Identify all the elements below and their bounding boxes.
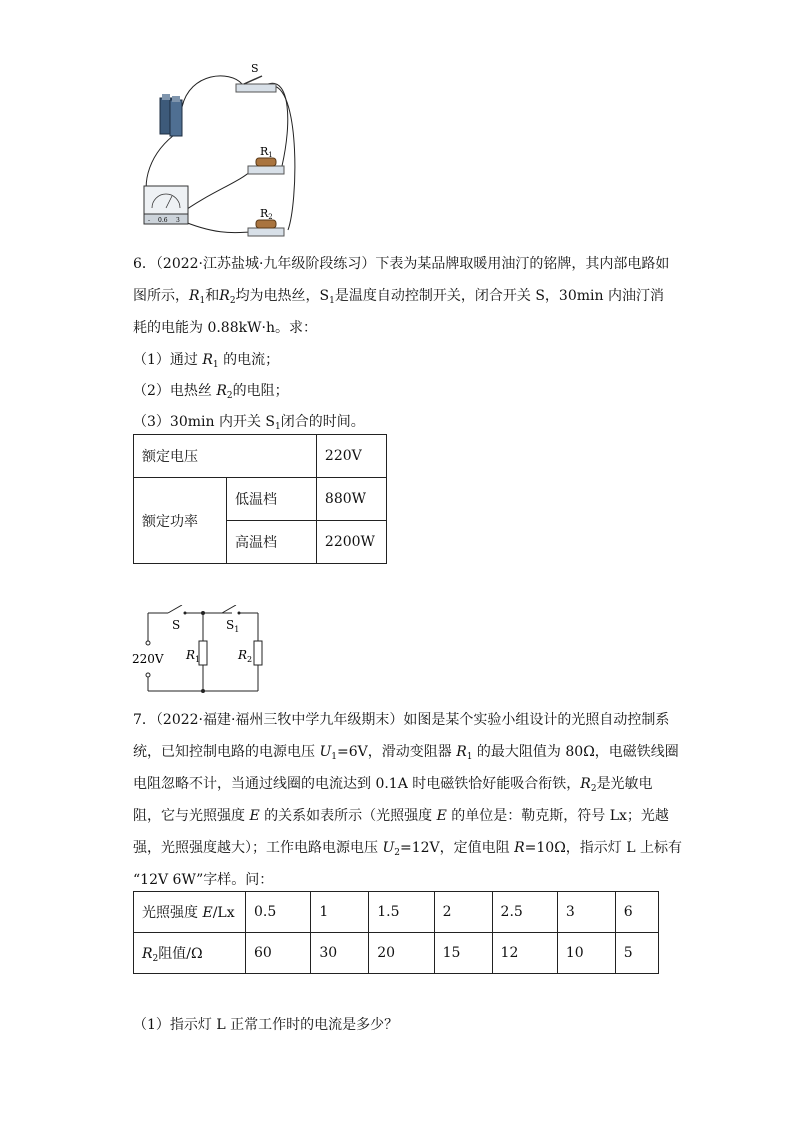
wire xyxy=(182,76,242,107)
rated-voltage-value: 220V xyxy=(316,435,386,478)
switch-s-blade xyxy=(168,605,182,613)
battery-icon xyxy=(160,94,182,136)
r1-sub: 1 xyxy=(268,151,273,159)
r1-label: R xyxy=(260,145,269,158)
high-gear-label: 高温档 xyxy=(227,521,317,564)
table-row xyxy=(134,478,387,521)
q6-line1: 6．（2022·江苏盐城·九年级阶段练习）下表为某品牌取暖用油汀的铭牌，其内部电路如 xyxy=(133,256,670,272)
q6-line3: 耗的电能为 0.88kW·h。求： xyxy=(133,320,317,336)
q6-subquestion-1: （1）通过 $R_1$ 的电流； xyxy=(133,352,280,370)
high-gear-value: 2200W xyxy=(316,521,386,564)
q7-line3: 电阻忽略不计，当通过线圈的电流达到 0.1A 时电磁铁恰好能吸合衔铁，$R_2$是光敏电 xyxy=(133,776,653,794)
table-cell: 6 xyxy=(615,892,658,933)
wire xyxy=(274,86,295,230)
q7-line1: 7．（2022·福建·福州三牧中学九年级期末）如图是某个实验小组设计的光照自动控制系 xyxy=(133,712,670,728)
table-cell: 60 xyxy=(246,933,311,974)
svg-text:R1 xyxy=(260,145,273,159)
table-cell: 12 xyxy=(492,933,557,974)
q6-nameplate-table xyxy=(133,434,387,564)
voltage-label: 220V xyxy=(132,652,164,666)
switch-s1-blade xyxy=(222,605,236,613)
meter-terminal-06: 0.6 xyxy=(158,217,168,224)
switch-label: S xyxy=(251,62,259,75)
q6-subquestion-3: （3）30min 内开关 $S_1$闭合的时间。 xyxy=(133,414,365,432)
svg-text:S1 xyxy=(226,618,239,634)
r2-resistor xyxy=(254,641,262,665)
q7-subquestion-1: （1）指示灯 L 正常工作时的电流是多少？ xyxy=(133,1017,399,1033)
table-cell: 20 xyxy=(369,933,434,974)
resistor-r2-icon xyxy=(248,207,284,236)
r2-label: R xyxy=(238,648,248,662)
physical-circuit-figure xyxy=(140,62,300,242)
q6-circuit-diagram xyxy=(130,605,280,695)
switch-s1-sub: 1 xyxy=(234,625,240,634)
table-cell: 3 xyxy=(557,892,615,933)
low-gear-label: 低温档 xyxy=(227,478,317,521)
r1-label: R xyxy=(186,648,196,662)
q7-line6: “12V 6W”字样。问： xyxy=(133,872,274,888)
switch-s1-label: S xyxy=(226,618,235,632)
wire xyxy=(180,220,252,233)
table-cell: 1.5 xyxy=(369,892,434,933)
q6-subquestion-2: （2）电热丝 $R_2$的电阻； xyxy=(133,383,289,401)
switch-icon xyxy=(236,62,276,92)
row-label-r2-resistance: $R_2$阻值/Ω xyxy=(134,933,246,974)
table-cell: 0.5 xyxy=(246,892,311,933)
table-cell: 2 xyxy=(434,892,492,933)
row-label-light-intensity: 光照强度 E/Lx xyxy=(134,892,246,933)
ammeter-icon xyxy=(144,186,188,224)
r2-label: R xyxy=(260,207,269,220)
q7-line5: 强，光照强度越大）；工作电路电源电压 $U_2=12V$，定值电阻 R=10Ω，指示灯 L 上标有 xyxy=(133,840,683,858)
table-row xyxy=(134,892,659,933)
table-row xyxy=(134,435,387,478)
table-cell: 10 xyxy=(557,933,615,974)
rated-voltage-label: 额定电压 xyxy=(134,435,317,478)
rated-power-label: 额定功率 xyxy=(134,478,227,564)
low-gear-value: 880W xyxy=(316,478,386,521)
r2-sub: 2 xyxy=(268,213,273,221)
q6-line2: 图所示，$R_1$和$R_2$均为电热丝，$S_1$是温度自动控制开关，闭合开关 S，30min 内油汀消 xyxy=(133,288,664,306)
table-row xyxy=(134,933,659,974)
r2-sub: 2 xyxy=(247,655,253,664)
q7-light-resistance-table xyxy=(133,891,659,974)
table-cell: 1 xyxy=(311,892,369,933)
q7-line2: 统，已知控制电路的电源电压 $U_1=6V$，滑动变阻器 $R_1$ 的最大阻值为 80Ω，电磁铁线圈 xyxy=(133,744,679,762)
table-cell: 2.5 xyxy=(492,892,557,933)
resistor-r1-icon xyxy=(248,145,284,174)
switch-s-label: S xyxy=(172,618,181,632)
svg-text:R1 xyxy=(185,648,200,664)
wire xyxy=(180,170,252,214)
table-cell: 5 xyxy=(615,933,658,974)
meter-terminal-neg: - xyxy=(148,217,151,224)
table-cell: 30 xyxy=(311,933,369,974)
r1-resistor xyxy=(199,641,207,665)
svg-text:R2 xyxy=(237,648,252,664)
r1-sub: 1 xyxy=(195,655,201,664)
svg-text:R2 xyxy=(260,207,273,221)
q7-line4: 阻，它与光照强度 E 的关系如表所示（光照强度 E 的单位是：勒克斯，符号 Lx；光越 xyxy=(133,808,669,824)
table-cell: 15 xyxy=(434,933,492,974)
meter-terminal-3: 3 xyxy=(176,217,180,224)
